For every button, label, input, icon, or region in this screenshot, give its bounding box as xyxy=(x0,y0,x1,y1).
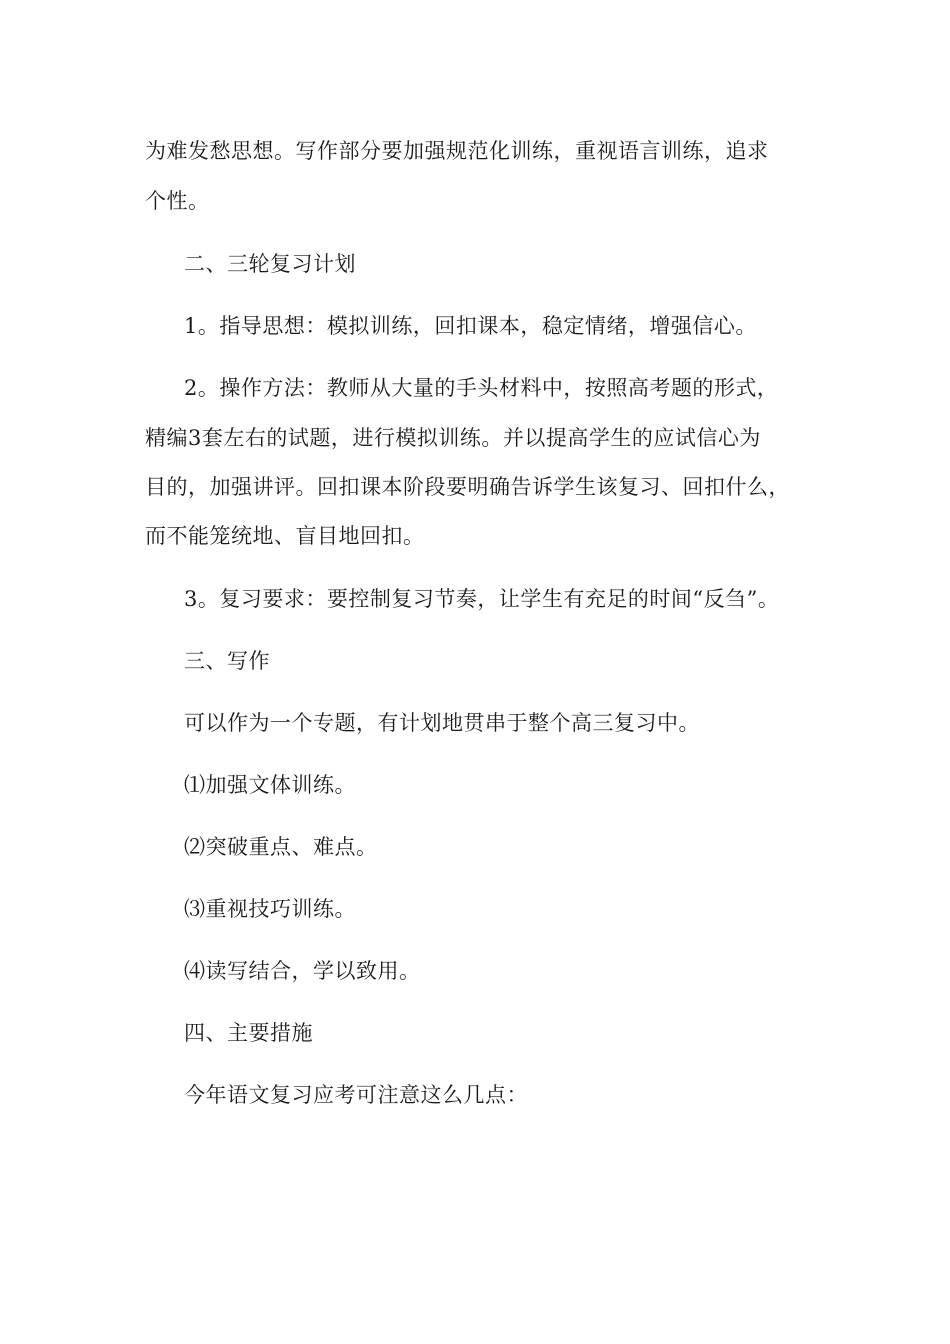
section-heading: 四、主要措施 xyxy=(184,1021,313,1045)
paragraph-line: 而不能笼统地、盲目地回扣。 xyxy=(145,524,425,548)
list-item: 1。指导思想：模拟训练，回扣课本，稳定情绪，增强信心。 xyxy=(184,314,757,338)
list-item: ⑷读写结合，学以致用。 xyxy=(184,959,421,983)
list-item: ⑴加强文体训练。 xyxy=(184,773,356,797)
section-heading: 三、写作 xyxy=(184,649,270,673)
paragraph-line: 目的，加强讲评。回扣课本阶段要明确告诉学生该复习、回扣什么， xyxy=(145,475,790,499)
paragraph-line: 精编3套左右的试题，进行模拟训练。并以提高学生的应试信心为 xyxy=(145,426,761,450)
paragraph-line: 可以作为一个专题，有计划地贯串于整个高三复习中。 xyxy=(184,711,700,735)
section-heading: 二、三轮复习计划 xyxy=(184,252,356,276)
paragraph-line: 今年语文复习应考可注意这么几点： xyxy=(184,1083,528,1107)
paragraph-line: 为难发愁思想。写作部分要加强规范化训练，重视语言训练，追求 xyxy=(145,139,769,163)
list-item: 3。复习要求：要控制复习节奏，让学生有充足的时间“反刍”。 xyxy=(184,587,780,611)
list-item: ⑵突破重点、难点。 xyxy=(184,835,378,859)
paragraph-line: 个性。 xyxy=(145,189,210,213)
list-item: 2。操作方法：教师从大量的手头材料中，按照高考题的形式， xyxy=(184,376,779,400)
list-item: ⑶重视技巧训练。 xyxy=(184,897,356,921)
